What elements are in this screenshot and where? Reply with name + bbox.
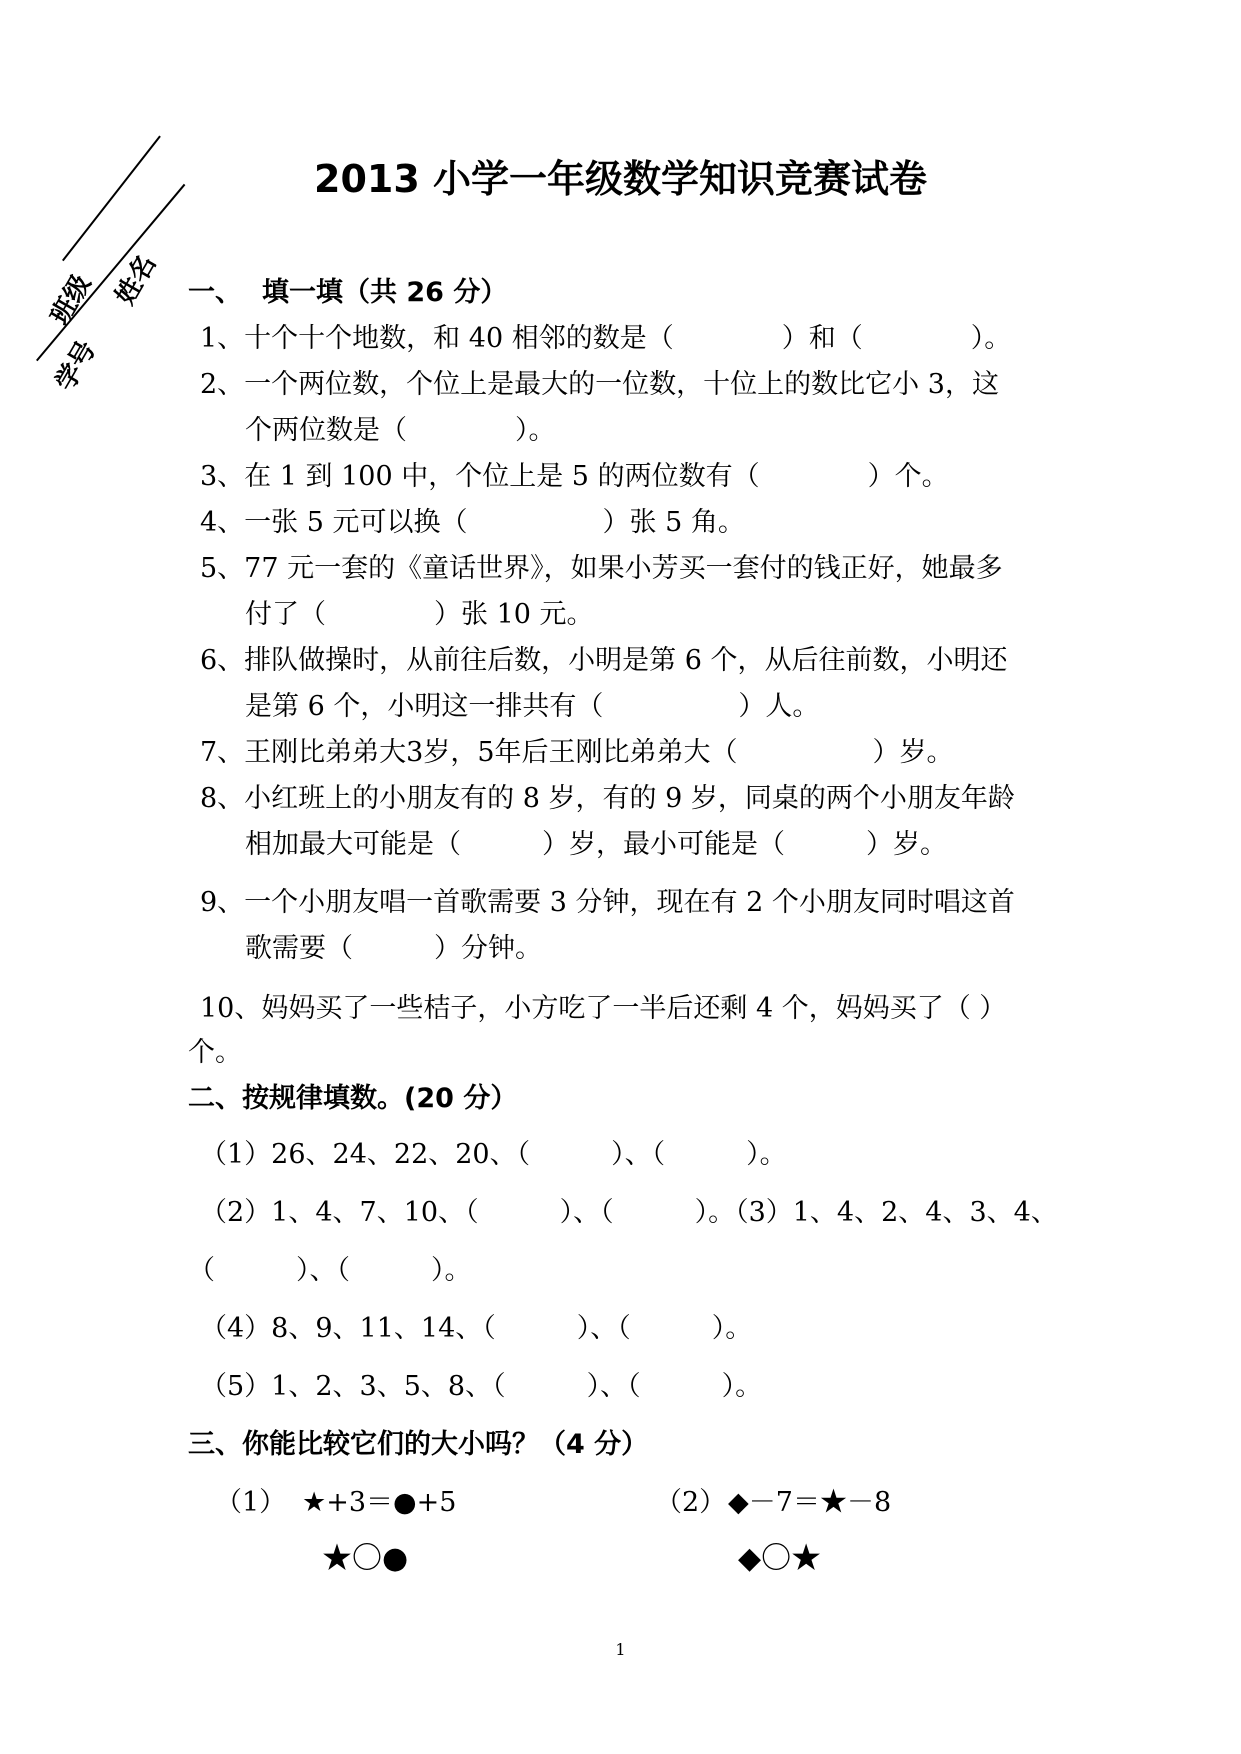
question-3: 3、在 1 到 100 中，个位上是 5 的两位数有（ ）个。 — [200, 461, 949, 492]
question-2-line1: 2、一个两位数，个位上是最大的一位数，十位上的数比它小 3，这 — [200, 369, 999, 400]
question-8-line1: 8、小红班上的小朋友有的 8 岁，有的 9 岁，同桌的两个小朋友年龄 — [200, 783, 1015, 814]
section3-heading: 三、你能比较它们的大小吗？（4 分） — [188, 1429, 649, 1460]
compare-1-label: （1） — [215, 1487, 287, 1518]
compare-2-answer: ◆〇★ — [738, 1541, 822, 1576]
class-label: 班级 — [45, 269, 98, 330]
section1-heading-text: 填一填（共 26 分） — [262, 277, 508, 308]
question-10-line2: 个。 — [188, 1037, 242, 1068]
side-line-lower — [36, 184, 185, 361]
question-9-line1: 9、一个小朋友唱一首歌需要 3 分钟，现在有 2 个小朋友同时唱这首 — [200, 887, 1015, 918]
pattern-1: （1）26、24、22、20、（ ）、（ ）。 — [200, 1139, 787, 1170]
compare-1-answer: ★〇● — [322, 1541, 409, 1576]
question-8-line2: 相加最大可能是（ ）岁，最小可能是（ ）岁。 — [245, 829, 947, 860]
question-9-line2: 歌需要（ ）分钟。 — [245, 933, 542, 964]
student-id-label: 学号 — [50, 335, 103, 396]
section2-heading: 二、按规律填数。(20 分） — [188, 1083, 518, 1114]
pattern-5: （5）1、2、3、5、8、（ ）、（ ）。 — [200, 1371, 763, 1402]
name-label: 姓名 — [110, 249, 163, 310]
page-title: 2013 小学一年级数学知识竞赛试卷 — [314, 157, 927, 201]
compare-1-expression: ★+3＝●+5 — [302, 1487, 457, 1518]
compare-2-expression: ◆－7＝★－8 — [728, 1487, 892, 1518]
question-1: 1、十个十个地数，和 40 相邻的数是（ ）和（ ）。 — [200, 323, 1012, 354]
compare-2-label: （2） — [655, 1487, 727, 1518]
question-5-line2: 付了（ ）张 10 元。 — [245, 599, 594, 630]
page-number: 1 — [615, 1640, 626, 1659]
pattern-2-3: （2）1、4、7、10、（ ）、（ ）。（3）1、4、2、4、3、4、 — [200, 1197, 1058, 1228]
pattern-4: （4）8、9、11、14、（ ）、（ ）。 — [200, 1313, 753, 1344]
question-7: 7、王刚比弟弟大3岁，5年后王刚比弟弟大（ ）岁。 — [200, 737, 954, 768]
question-6-line2: 是第 6 个，小明这一排共有（ ）人。 — [245, 691, 820, 722]
question-10-line1: 10、妈妈买了一些桔子，小方吃了一半后还剩 4 个，妈妈买了（ ） — [200, 993, 1007, 1024]
question-5-line1: 5、77 元一套的《童话世界》，如果小芳买一套付的钱正好，她最多 — [200, 553, 1003, 584]
question-6-line1: 6、排队做操时，从前往后数，小明是第 6 个，从后往前数，小明还 — [200, 645, 1008, 676]
pattern-3-cont: （ ）、（ ）。 — [188, 1255, 472, 1286]
question-2-line2: 个两位数是（ ）。 — [245, 415, 556, 446]
question-4: 4、一张 5 元可以换（ ）张 5 角。 — [200, 507, 745, 538]
section1-heading-number: 一、 — [188, 277, 242, 308]
